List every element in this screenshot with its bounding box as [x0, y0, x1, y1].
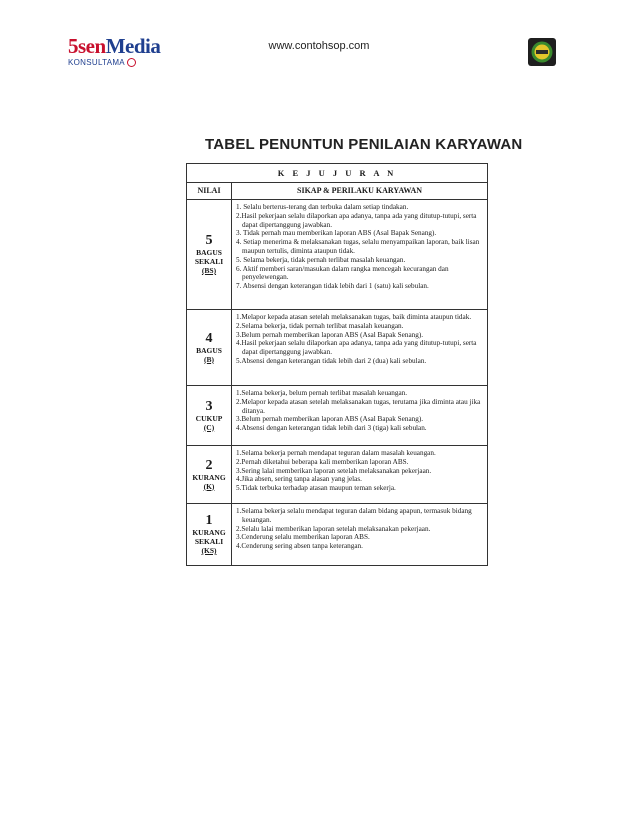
criteria-cell — [232, 446, 488, 504]
grade-number: 3 — [205, 398, 213, 414]
grade-cell — [187, 386, 232, 446]
grade-cell — [187, 504, 232, 566]
grade-number: 2 — [205, 457, 213, 473]
criteria-cell — [232, 200, 488, 310]
criteria-item: 4.Hasil pekerjaan selalu dilaporkan apa adanya, tanpa ada yang ditutup-tutupi, serta dapat dipertanggung jawabkan. — [236, 339, 477, 357]
grade-code: (B) — [204, 354, 214, 364]
criteria-item: 2.Hasil pekerjaan selalu dilaporkan apa adanya, tanpa ada yang ditutup-tutupi, serta dapat dipertanggung jawabkan. — [236, 211, 477, 229]
criteria-item: 3. Tidak pernah mau memberikan laporan ABS (Asal Bapak Senang). — [236, 229, 437, 238]
criteria-item: 3.Cenderung selalu memberikan laporan ABS. — [236, 533, 370, 542]
criteria-item: 3.Belum pernah memberikan laporan ABS (Asal Bapak Senang). — [236, 330, 424, 339]
grade-cell — [187, 200, 232, 310]
criteria-cell — [232, 310, 488, 386]
grade-cell — [187, 310, 232, 386]
grade-cell — [187, 446, 232, 504]
criteria-item: 1.Selama bekerja, belum pernah terlibat masalah keuangan. — [236, 389, 408, 397]
table-row — [187, 504, 488, 566]
table-row — [187, 310, 488, 386]
criteria-item: 5. Selama bekerja, tidak pernah terlibat masalah keuangan. — [236, 255, 406, 264]
grade-code: (C) — [203, 422, 215, 432]
grade-label: CUKUP — [195, 413, 223, 423]
criteria-item: 4.Cenderung sering absen tanpa keterangan. — [236, 542, 363, 551]
grade-number: 5 — [205, 233, 213, 248]
grade-label: BAGUS — [196, 345, 222, 355]
logo-subtitle: KONSULTAMA — [68, 58, 148, 67]
grade-label: BAGUS — [196, 248, 222, 257]
grade-number: 4 — [205, 330, 213, 346]
grade-code: (KS) — [201, 546, 217, 555]
grade-label: KURANG — [192, 472, 226, 482]
criteria-item: 2.Pernah diketahui beberapa kali memberikan laporan ABS. — [236, 457, 409, 466]
criteria-item: 1.Selama bekerja pernah mendapat teguran dalam masalah keuangan. — [236, 449, 436, 457]
criteria-cell — [232, 504, 488, 566]
criteria-item: 2.Melapor kepada atasan setelah melaksanakan tugas, terutama jika diminta atau jika ditanya. — [236, 397, 481, 415]
criteria-item: 6. Aktif memberi saran/masukan dalam rangka mencegah kecurangan dan penyelewengan. — [236, 264, 449, 282]
criteria-item: 1. Selalu berterus-terang dan terbuka dalam setiap tindakan. — [236, 203, 409, 211]
criteria-item: 3.Belum pernah memberikan laporan ABS (Asal Bapak Senang). — [236, 415, 424, 424]
table-row — [187, 386, 488, 446]
grade-label: SEKALI — [194, 537, 224, 546]
logo-ring-icon — [127, 58, 136, 67]
logo-brand: 5senMedia — [68, 34, 161, 58]
criteria-item: 1.Selama bekerja selalu mendapat teguran dalam bidang apapun, termasuk bidang keuangan. — [236, 507, 472, 524]
grade-label: KURANG — [192, 528, 226, 537]
criteria-cell — [232, 386, 488, 446]
table-row — [187, 446, 488, 504]
criteria-item: 3.Sering lalai memberikan laporan setelah melaksanakan pekerjaan. — [236, 466, 432, 475]
section-heading: K E J U J U R A N — [187, 164, 488, 183]
criteria-item: 4.Absensi dengan keterangan tidak lebih dari 3 (tiga) kali sebulan. — [236, 424, 427, 433]
table-row — [187, 200, 488, 310]
column-header-sikap: SIKAP & PERILAKU KARYAWAN — [232, 183, 488, 200]
criteria-item: 2.Selama bekerja, tidak pernah terlibat masalah keuangan. — [236, 321, 404, 330]
grade-code: (K) — [203, 481, 215, 491]
emblem-icon — [528, 38, 556, 66]
criteria-item: 7. Absensi dengan keterangan tidak lebih dari 1 (satu) kali sebulan. — [236, 282, 429, 291]
grade-number: 1 — [205, 513, 213, 528]
criteria-item: 5.Absensi dengan keterangan tidak lebih dari 2 (dua) kali sebulan. — [236, 356, 427, 365]
criteria-item: 2.Selalu lalai memberikan laporan setelah melaksanakan pekerjaan. — [236, 524, 431, 533]
criteria-item: 4. Setiap menerima & melaksanakan tugas, selalu menyampaikan laporan, baik lisan maupun tertulis, diminta ataupun tidak. — [236, 238, 480, 255]
grade-code: (BS) — [201, 266, 217, 275]
document-title: TABEL PENUNTUN PENILAIAN KARYAWAN — [205, 136, 523, 153]
criteria-item: 1.Melapor kepada atasan setelah melaksanakan tugas, baik diminta ataupun tidak. — [236, 313, 472, 321]
criteria-item: 4.Jika absen, sering tanpa alasan yang jelas. — [236, 475, 362, 484]
column-header-nilai: NILAI — [187, 183, 232, 200]
criteria-item: 5.Tidak terbuka terhadap atasan maupun teman sekerja. — [236, 484, 396, 493]
site-url: www.contohsop.com — [268, 40, 370, 52]
grade-label: SEKALI — [194, 257, 224, 266]
assessment-table — [186, 163, 488, 566]
